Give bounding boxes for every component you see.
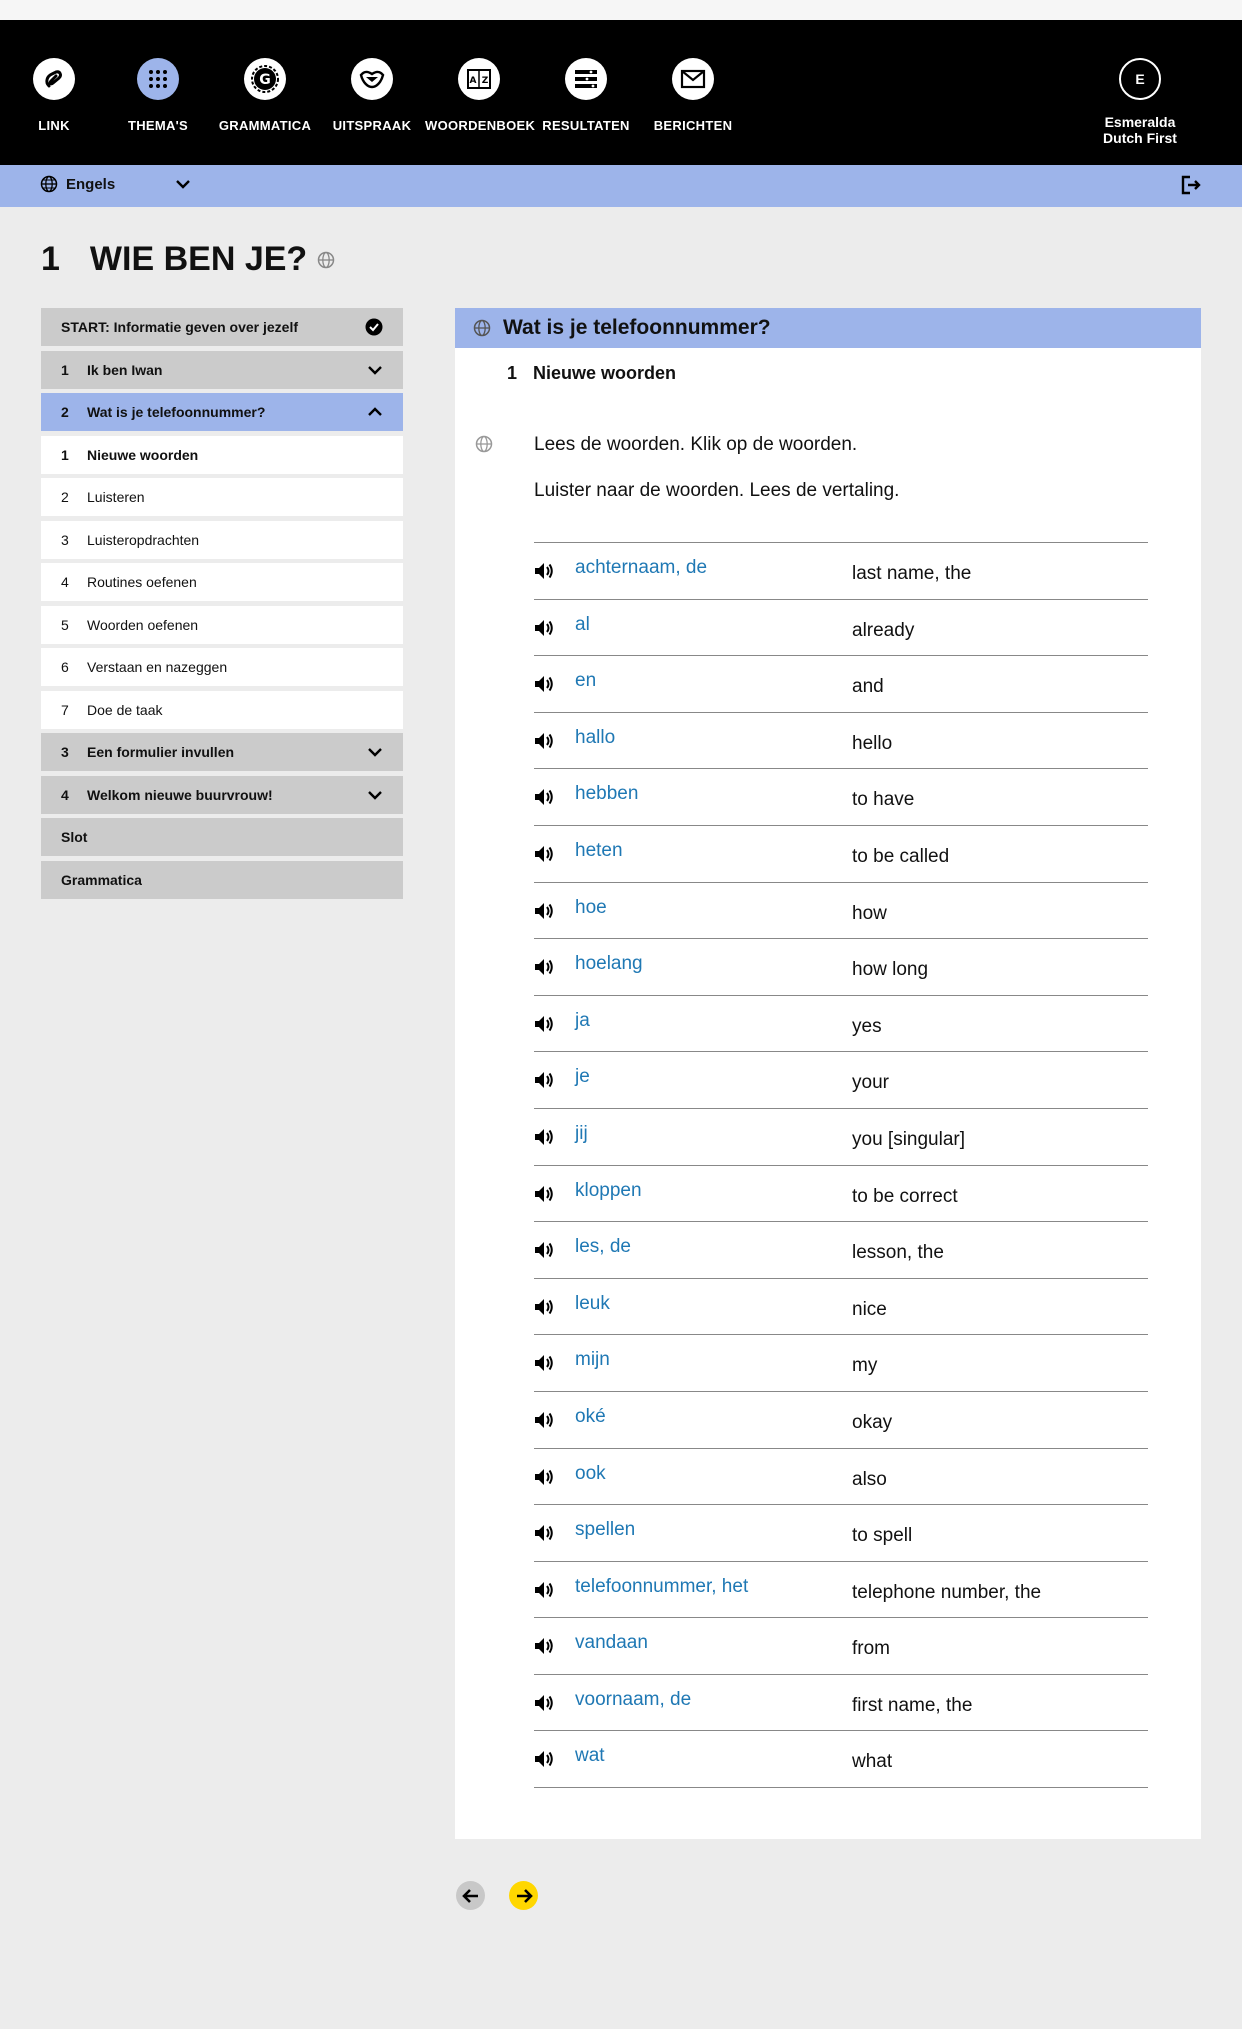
vocab-translation: also <box>852 1468 887 1490</box>
nav-berichten[interactable] <box>639 58 747 133</box>
vocab-translation: and <box>852 676 884 698</box>
lesson-sidebar <box>41 308 403 903</box>
language-select[interactable] <box>40 175 191 193</box>
vocab-translation: already <box>852 619 915 641</box>
link-icon <box>33 58 75 100</box>
user-avatar: E <box>1119 58 1161 100</box>
vocab-row <box>534 1166 1148 1223</box>
top-navigation <box>0 20 1242 165</box>
vocab-row <box>534 600 1148 657</box>
sidebar-item-label: Slot <box>61 829 88 845</box>
nav-label: RESULTATEN <box>542 118 630 133</box>
nav-label: WOORDENBOEK <box>425 118 536 133</box>
mouth-icon <box>351 58 393 100</box>
speaker-icon[interactable] <box>534 902 554 925</box>
exercise-sub-number: 1 <box>507 363 518 383</box>
svg-text:Z: Z <box>481 76 489 86</box>
next-button[interactable] <box>509 1881 538 1910</box>
vocab-translation: my <box>852 1355 878 1377</box>
speaker-icon[interactable] <box>534 1411 554 1434</box>
vocab-word[interactable]: hoelang <box>575 953 643 975</box>
sidebar-item-number: 4 <box>61 574 69 590</box>
arrow-left-icon <box>462 1888 480 1904</box>
grid-icon <box>137 58 179 100</box>
globe-icon[interactable] <box>475 435 493 453</box>
vocab-row <box>534 1675 1148 1732</box>
sidebar-item-number: 3 <box>61 531 69 548</box>
vocab-translation: how long <box>852 959 929 981</box>
instruction-text: Lees de woorden. Klik op de woorden. <box>534 434 858 455</box>
vocab-translation: you [singular] <box>852 1128 966 1150</box>
vocab-translation: your <box>852 1072 889 1094</box>
nav-grammatica[interactable] <box>211 58 319 133</box>
vocab-row <box>534 1731 1148 1788</box>
vocab-word[interactable]: achternaam, de <box>575 557 708 578</box>
chevron-down-icon <box>175 179 191 189</box>
vocab-word[interactable]: en <box>575 670 597 692</box>
instruction-text: Luister naar de woorden. Lees de vertaling. <box>534 480 900 501</box>
vocab-row <box>534 1618 1148 1675</box>
page-title-text: WIE BEN JE? <box>89 240 308 278</box>
speaker-icon[interactable] <box>534 1128 554 1151</box>
results-icon <box>565 58 607 100</box>
vocab-word[interactable]: mijn <box>575 1349 610 1371</box>
speaker-icon[interactable] <box>534 1185 554 1208</box>
sidebar-item-section-3[interactable] <box>41 733 403 771</box>
vocab-word[interactable]: kloppen <box>575 1179 642 1201</box>
sidebar-subitem-luisteren[interactable] <box>41 478 403 516</box>
vocab-translation: how <box>852 902 887 924</box>
sidebar-item-label: START: Informatie geven over jezelf <box>61 319 299 335</box>
sidebar-item-start[interactable] <box>41 308 403 346</box>
nav-label: UITSPRAAK <box>332 118 412 133</box>
speaker-icon[interactable] <box>534 1071 554 1094</box>
sidebar-item-number: 3 <box>61 744 69 760</box>
logout-icon <box>1180 175 1202 195</box>
speaker-icon[interactable] <box>534 619 554 642</box>
page-navigation <box>456 1881 538 1910</box>
sidebar-subitem-woorden-oefenen[interactable] <box>41 606 403 644</box>
globe-icon[interactable] <box>473 319 491 337</box>
nav-themas[interactable] <box>104 58 212 133</box>
vocab-translation: nice <box>852 1298 887 1320</box>
speaker-icon[interactable] <box>534 1015 554 1038</box>
nav-link[interactable] <box>0 58 108 133</box>
vocab-word[interactable]: spellen <box>575 1519 636 1541</box>
sidebar-item-label: Een formulier invullen <box>87 744 235 760</box>
vocab-row <box>534 883 1148 940</box>
arrow-right-icon <box>515 1888 533 1904</box>
vocab-word[interactable]: heten <box>575 839 623 861</box>
sidebar-item-label: Doe de taak <box>87 701 163 718</box>
vocab-row <box>534 713 1148 770</box>
mail-icon <box>672 58 714 100</box>
chevron-down-icon <box>367 790 383 800</box>
vocab-word[interactable]: les, de <box>575 1236 631 1258</box>
sidebar-item-number: 1 <box>61 446 69 463</box>
sidebar-subitem-routines-oefenen[interactable] <box>41 563 403 601</box>
check-circle-icon <box>365 318 383 336</box>
sidebar-item-label: Woorden oefenen <box>87 616 199 633</box>
exercise-sub-title: Nieuwe woorden <box>533 363 677 383</box>
globe-icon <box>40 175 58 193</box>
sidebar-subitem-verstaan-en-nazeggen[interactable] <box>41 648 403 686</box>
speaker-icon[interactable] <box>534 1354 554 1377</box>
vocab-word[interactable]: ja <box>575 1009 590 1031</box>
vocab-word[interactable]: vandaan <box>575 1632 648 1654</box>
nav-label: GRAMMATICA <box>218 118 312 133</box>
vocab-word[interactable]: wat <box>575 1745 605 1767</box>
sidebar-item-section-4[interactable] <box>41 776 403 814</box>
vocab-translation: first name, the <box>852 1694 973 1716</box>
vocab-row <box>534 826 1148 883</box>
vocab-word[interactable]: je <box>575 1066 590 1088</box>
svg-text:A: A <box>469 76 477 86</box>
speaker-icon[interactable] <box>534 958 554 981</box>
vocab-row <box>534 939 1148 996</box>
speaker-icon[interactable] <box>534 1524 554 1547</box>
speaker-icon[interactable] <box>534 1241 554 1264</box>
sidebar-item-grammatica[interactable] <box>41 861 403 899</box>
nav-label: LINK <box>38 118 70 133</box>
vocab-translation: lesson, the <box>852 1242 944 1264</box>
vocab-word[interactable]: oké <box>575 1405 606 1427</box>
sidebar-item-label: Nieuwe woorden <box>87 446 199 463</box>
chevron-up-icon <box>367 407 383 417</box>
vocab-word[interactable]: telefoonnummer, het <box>575 1575 749 1597</box>
nav-woordenboek[interactable] <box>425 58 536 133</box>
speaker-icon[interactable] <box>534 1750 554 1773</box>
nav-label: THEMA'S <box>127 118 189 133</box>
user-name <box>1086 114 1194 146</box>
sidebar-item-number: 7 <box>61 701 69 718</box>
vocab-word[interactable]: jij <box>575 1122 588 1144</box>
vocab-translation: to be correct <box>852 1185 958 1207</box>
vocab-row <box>534 1449 1148 1506</box>
sidebar-item-number: 2 <box>61 489 69 505</box>
sidebar-item-label: Verstaan en nazeggen <box>87 659 228 675</box>
speaker-icon[interactable] <box>534 845 554 868</box>
sidebar-subitem-luisteropdrachten[interactable] <box>41 521 403 559</box>
sidebar-item-label: Welkom nieuwe buurvrouw! <box>87 786 273 803</box>
previous-button[interactable] <box>456 1881 485 1910</box>
vocab-word[interactable]: al <box>575 613 590 635</box>
vocab-word[interactable]: hebben <box>575 783 639 805</box>
exercise-header <box>455 308 1201 348</box>
user-menu[interactable] <box>1086 58 1194 146</box>
page-title <box>41 240 335 279</box>
top-strip <box>0 0 1242 20</box>
vocab-word[interactable]: voornaam, de <box>575 1688 692 1710</box>
vocab-row <box>534 1335 1148 1392</box>
sidebar-subitem-nieuwe-woorden[interactable] <box>41 436 403 474</box>
vocab-row <box>534 996 1148 1053</box>
vocab-row <box>534 1279 1148 1336</box>
sidebar-item-number: 2 <box>61 404 69 420</box>
vocab-word[interactable]: ook <box>575 1462 606 1484</box>
grammar-gear-icon <box>244 58 286 100</box>
vocab-row <box>534 769 1148 826</box>
language-bar <box>0 165 1242 207</box>
sidebar-item-number: 1 <box>61 361 69 378</box>
user-name-line2: Dutch First <box>1103 130 1177 146</box>
nav-uitspraak[interactable] <box>318 58 426 133</box>
vocab-translation: to spell <box>852 1525 913 1547</box>
vocab-translation: telephone number, the <box>852 1581 1042 1603</box>
vocab-translation: to be called <box>852 845 950 867</box>
speaker-icon[interactable] <box>534 562 554 585</box>
vocab-row <box>534 656 1148 713</box>
dictionary-icon <box>458 58 500 100</box>
speaker-icon[interactable] <box>534 1581 554 1604</box>
sidebar-item-label: Grammatica <box>61 871 142 888</box>
sidebar-subitem-doe-de-taak[interactable] <box>41 691 403 729</box>
sidebar-item-number: 5 <box>61 616 69 633</box>
vocab-row <box>534 543 1148 600</box>
vocab-row <box>534 1109 1148 1166</box>
vocab-translation: last name, the <box>852 563 972 584</box>
sidebar-item-number: 4 <box>61 786 69 803</box>
nav-label: BERICHTEN <box>653 118 733 133</box>
vocab-word[interactable]: hallo <box>575 726 616 748</box>
logout-button[interactable] <box>1180 175 1202 200</box>
chevron-down-icon <box>367 365 383 375</box>
speaker-icon[interactable] <box>534 1468 554 1491</box>
globe-icon[interactable] <box>317 251 335 269</box>
exercise-subheading <box>507 363 676 384</box>
sidebar-item-label: Wat is je telefoonnummer? <box>87 404 266 420</box>
vocab-row <box>534 1562 1148 1619</box>
nav-resultaten[interactable] <box>532 58 640 133</box>
sidebar-item-label: Routines oefenen <box>87 574 197 590</box>
speaker-icon[interactable] <box>534 788 554 811</box>
sidebar-item-number: 6 <box>61 659 69 675</box>
user-name-line1: Esmeralda <box>1104 114 1176 130</box>
vocab-word[interactable]: leuk <box>575 1292 610 1314</box>
vocab-translation: yes <box>852 1015 882 1037</box>
vocab-row <box>534 1392 1148 1449</box>
sidebar-item-label: Luisteropdrachten <box>87 531 200 548</box>
speaker-icon[interactable] <box>534 1298 554 1321</box>
sidebar-item-section-1[interactable] <box>41 351 403 389</box>
speaker-icon[interactable] <box>534 1637 554 1660</box>
exercise-panel <box>455 308 1201 1839</box>
vocab-row <box>534 1052 1148 1109</box>
sidebar-item-label: Luisteren <box>87 489 145 505</box>
svg-text:G: G <box>259 72 271 88</box>
vocab-translation: hello <box>852 732 893 754</box>
vocab-translation: okay <box>852 1411 893 1433</box>
vocab-translation: to have <box>852 789 915 811</box>
speaker-icon[interactable] <box>534 732 554 755</box>
vocab-row <box>534 1222 1148 1279</box>
sidebar-item-label: Ik ben Iwan <box>87 361 163 378</box>
vocabulary-list <box>534 542 1148 1788</box>
page-number: 1 <box>41 240 60 278</box>
vocab-translation: from <box>852 1638 890 1660</box>
language-label: Engels <box>66 175 116 193</box>
chevron-down-icon <box>367 747 383 757</box>
sidebar-item-section-2[interactable] <box>41 393 403 431</box>
vocab-translation: what <box>852 1751 893 1773</box>
exercise-title: Wat is je telefoonnummer? <box>503 316 771 339</box>
vocab-word[interactable]: hoe <box>575 896 607 918</box>
speaker-icon[interactable] <box>534 675 554 698</box>
speaker-icon[interactable] <box>534 1694 554 1717</box>
vocab-row <box>534 1505 1148 1562</box>
sidebar-item-slot[interactable] <box>41 818 403 856</box>
